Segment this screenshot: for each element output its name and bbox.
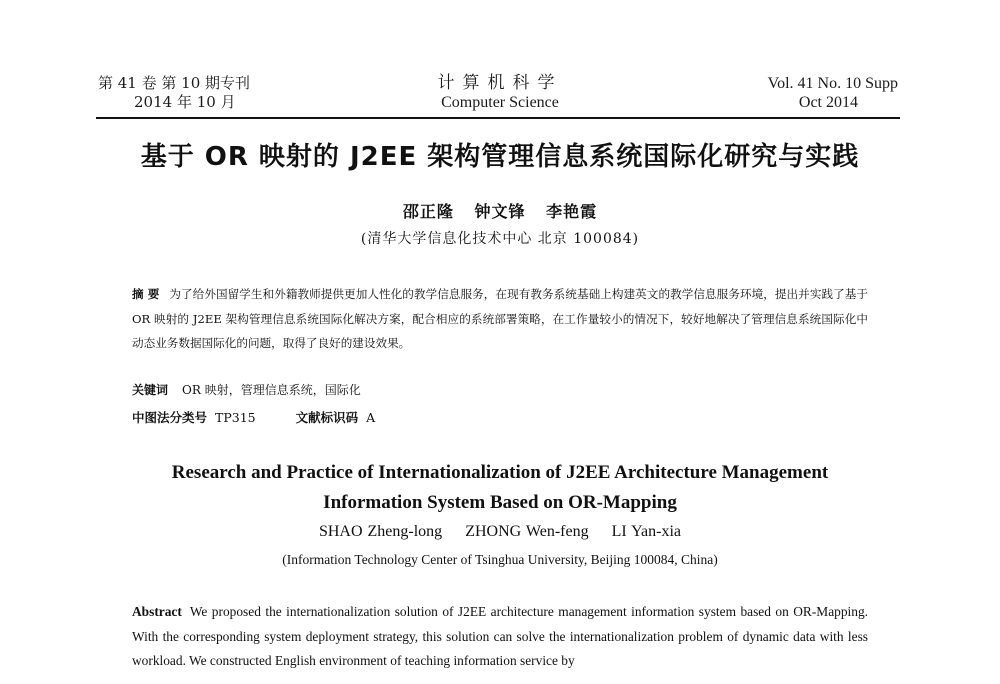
publication-date-en: Oct 2014 [798, 94, 858, 111]
keywords-cn [132, 381, 361, 398]
publication-date-cn: 2014 年 10 月 [134, 93, 236, 111]
paper-title-en [0, 458, 1000, 518]
affiliation-cn: (清华大学信息化技术中心 北京 100084) [360, 231, 640, 247]
paper-title-en-line1: Research and Practice of Internationalization of J2EE Architecture Management [171, 462, 829, 483]
author-en: LI Yan-xia [611, 523, 682, 540]
keywords-cn-label: 关键词 [132, 383, 169, 397]
clc-label: 中图法分类号 [132, 410, 208, 425]
paper-title-cn: 基于 OR 映射的 J2EE 架构管理信息系统国际化研究与实践 [140, 142, 860, 172]
author-cn: 钟文锋 [474, 202, 526, 221]
doc-code-label: 文献标识码 [295, 410, 359, 425]
authors-en [0, 523, 1000, 541]
author-en: ZHONG Wen-feng [465, 523, 589, 540]
abstract-cn-label: 摘 要 [132, 287, 160, 301]
abstract-en [132, 600, 868, 674]
author-cn: 邵正隆 [402, 202, 454, 221]
abstract-cn [132, 282, 868, 356]
volume-issue: 第 41 卷 第 10 期专刊 [98, 74, 251, 92]
journal-name-cn: 计算机科学 [437, 73, 563, 93]
clc-value: TP315 [215, 410, 256, 425]
doc-code-value: A [366, 410, 376, 425]
author-en: SHAO Zheng-long [318, 523, 443, 540]
journal-volume-info-en [768, 74, 898, 112]
keywords-cn-text: OR 映射，管理信息系统，国际化 [182, 383, 361, 397]
abstract-en-text: We proposed the internationalization solution of J2EE architecture management information system based on OR-Mapping. With the corresponding system deployment strategy, this solution can solve the internationalization problem of dynamic data with less workload. We constructed English environment of teaching information service by [132, 604, 868, 668]
authors-cn [0, 199, 1000, 222]
affiliation-en: (Information Technology Center of Tsinghua University, Beijing 100084, China) [282, 552, 718, 567]
header-divider [96, 117, 900, 119]
classification-cn [132, 408, 375, 426]
journal-name-en: Computer Science [441, 94, 559, 111]
paper-title-en-line2: Information System Based on OR-Mapping [323, 492, 677, 513]
abstract-en-label: Abstract [132, 604, 182, 619]
abstract-cn-text: 为了给外国留学生和外籍教师提供更加人性化的教学信息服务，在现有教务系统基础上构建英文的教学信息服务环境，提出并实践了基于 OR 映射的 J2EE 架构管理信息系统国际化解决方案，配合相应的系统部署策略，在工作量较小的情况下，较好地解决了管理信息系统国际化中动态业务数据国际化的问题，取得了良好的建设效果。 [132, 287, 868, 350]
author-cn: 李艳霞 [546, 202, 598, 221]
volume-issue-en: Vol. 41 No. 10 Supp [767, 75, 898, 92]
